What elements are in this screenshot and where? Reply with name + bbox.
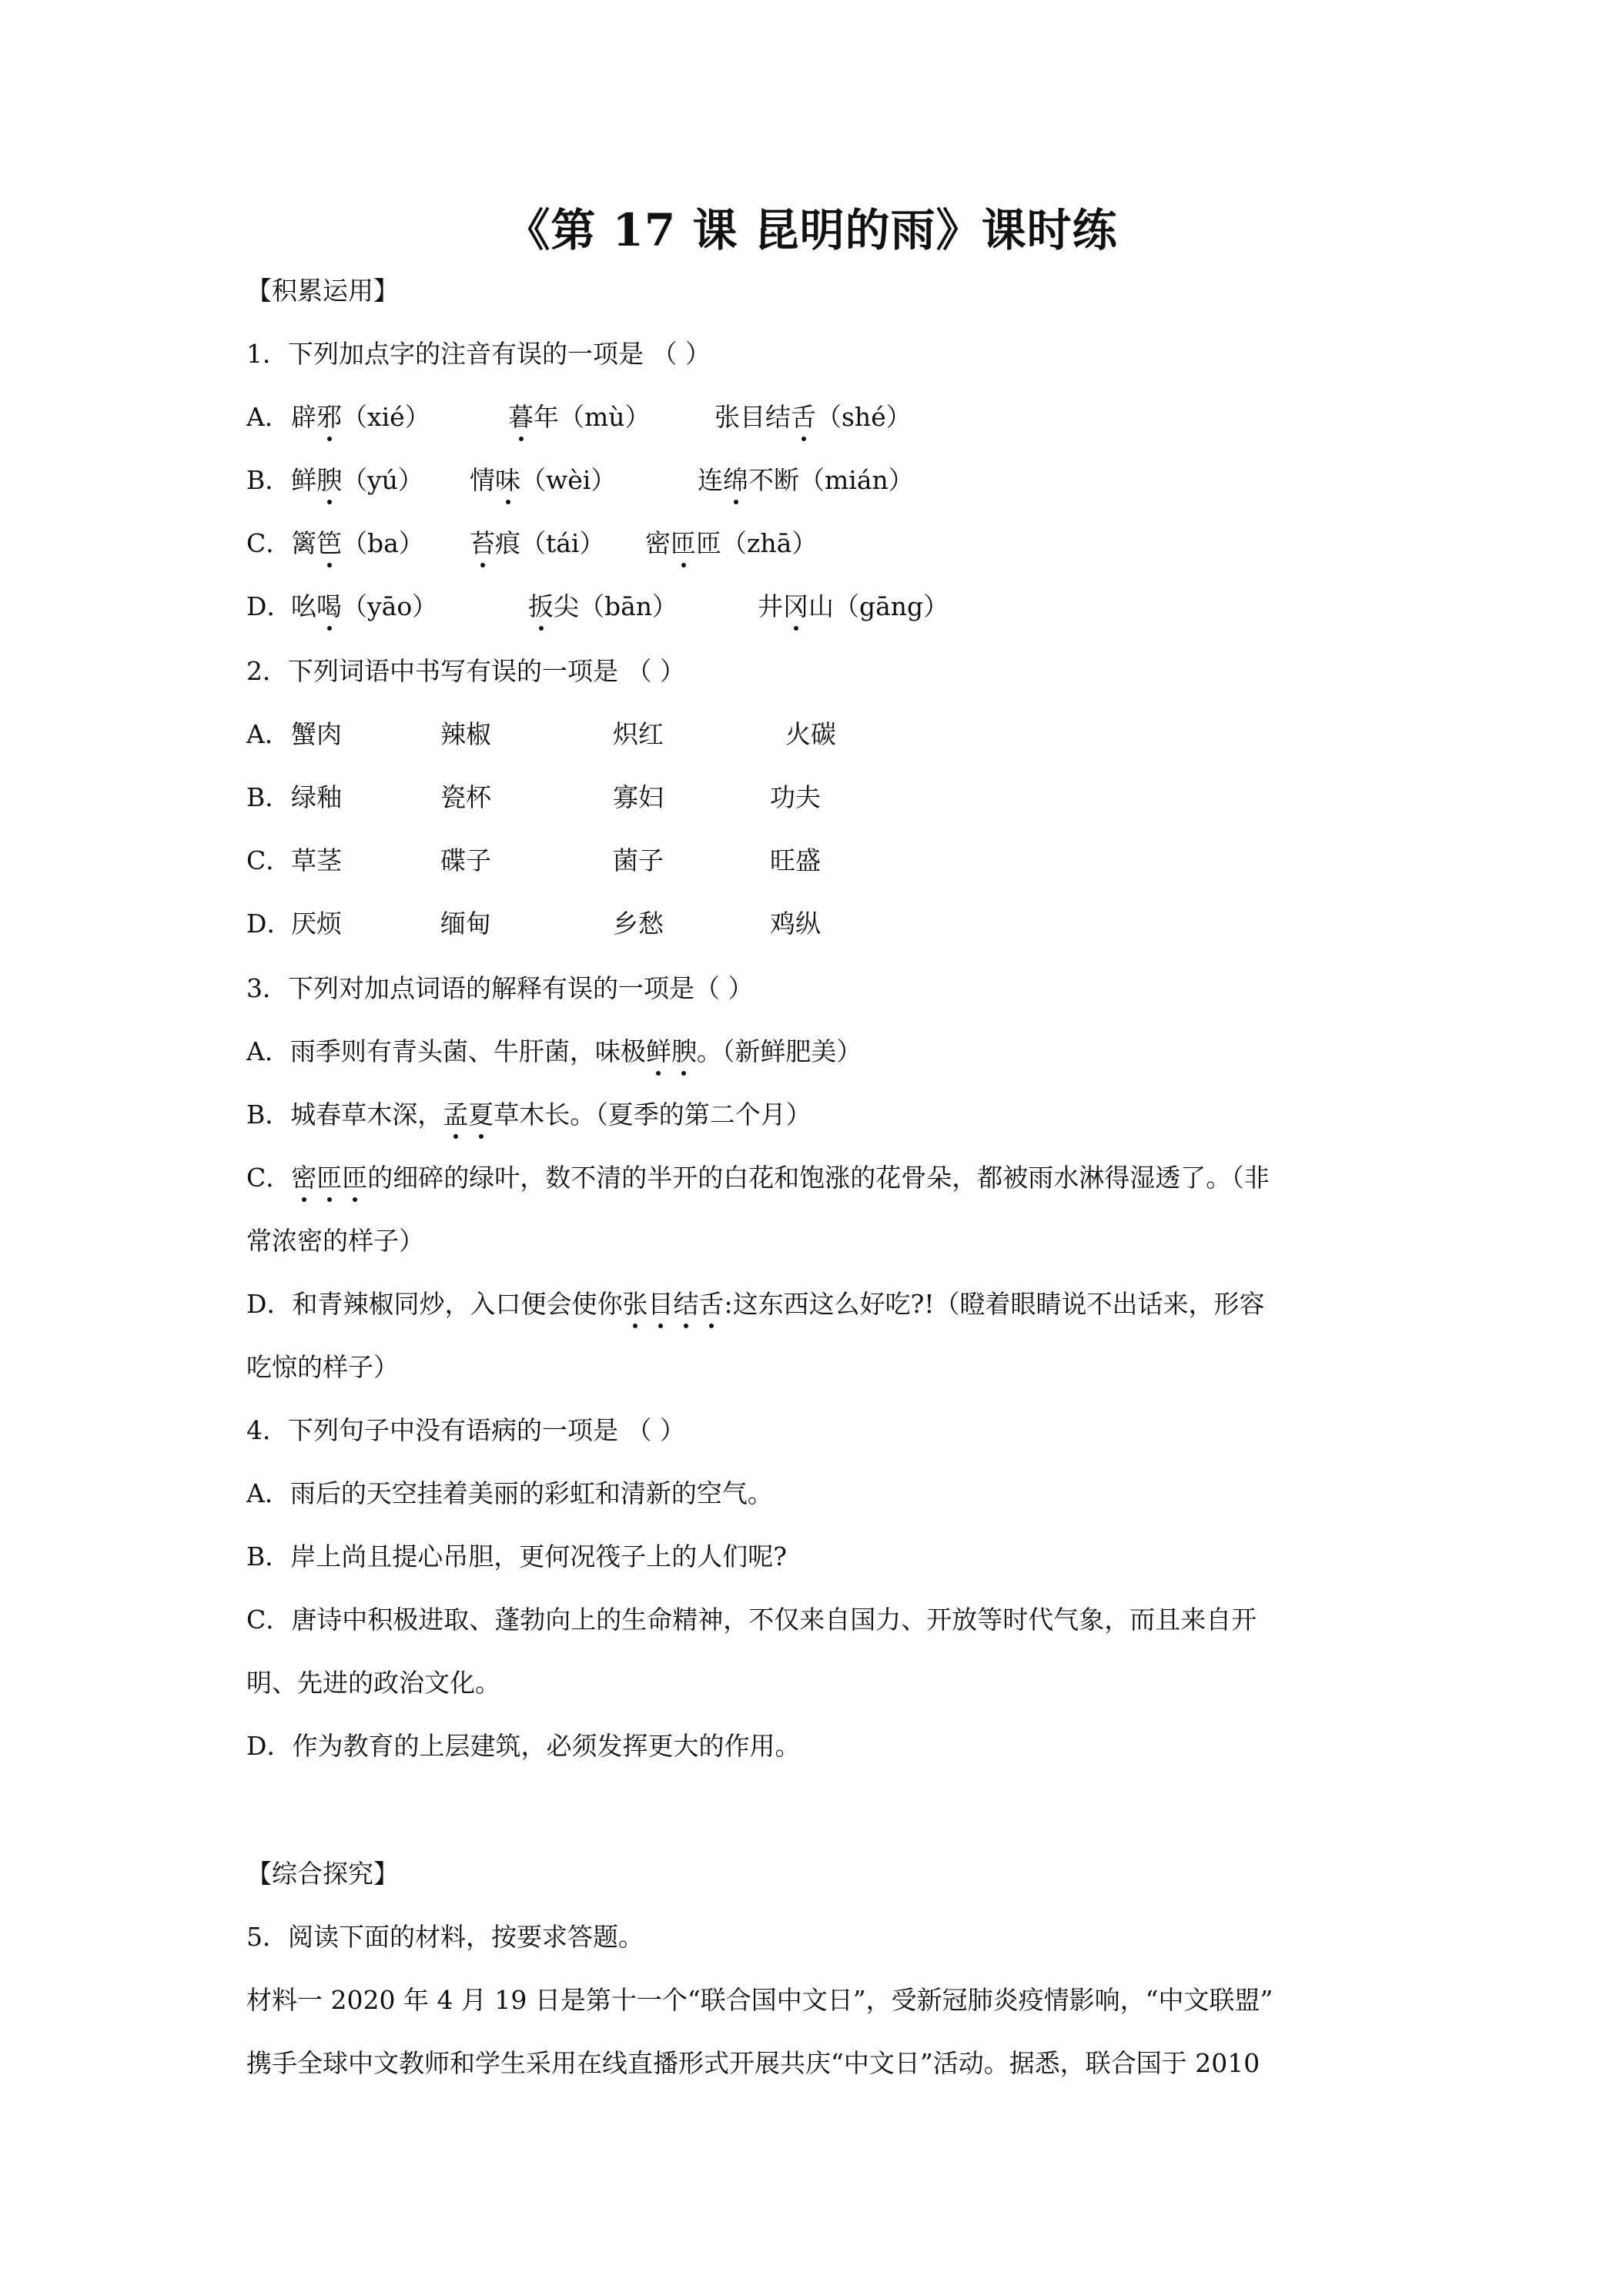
option-text: 不断（mián） [748,465,914,495]
option-word: 鸡纵 [770,909,821,939]
option-word: 火碳 [785,719,836,749]
option-text: A．雨季则有青头菌、牛肝菌，味极 [246,1036,646,1066]
dotted-character: 苔 [470,527,495,561]
option-text: （yāo） [342,591,438,621]
option-text: 连 [698,465,723,495]
dotted-character: 扳 [528,590,554,624]
dotted-character: 舌 [791,400,816,434]
option-text: :这东西这么好吃?!（瞪着眼睛说不出话来，形容 [724,1289,1265,1319]
dotted-character: 匝 [671,527,696,561]
option-text: 痕（tái） [495,528,605,558]
question-4-option-c: C．唐诗中积极进取、蓬勃向上的生命精神，不仅来自国力、开放等时代气象，而且来自开 [246,1605,1257,1635]
option-item [645,527,817,561]
option-word: 寡妇 [613,782,664,812]
option-word: 草茎 [291,845,342,875]
option-item [291,464,423,497]
dotted-word [291,1163,367,1193]
option-item [528,590,678,624]
option-item [714,400,912,434]
option-text: C． [246,1163,292,1193]
question-4-option-b: B．岸上尚且提心吊胆，更何况筏子上的人们呢? [246,1541,787,1571]
question-2-stem: 2．下列词语中书写有误的一项是 （ ） [246,656,685,686]
option-label: B． [246,782,291,812]
option-text: 草木长。（夏季的第二个月） [494,1099,812,1130]
dotted-character: 夏 [468,1098,494,1132]
question-4-option-d: D．作为教育的上层建筑，必须发挥更大的作用。 [246,1731,801,1761]
option-label: D． [246,591,293,621]
option-label: B． [246,465,291,495]
option-text: （xié） [342,402,430,432]
option-text: 。（新鲜肥美） [696,1036,862,1066]
page-title: 《第 17 课 昆明的雨》课时练 [505,204,1118,256]
option-text: 张目结 [714,402,791,432]
option-text: （wèi） [520,465,617,495]
dotted-character: 冈 [783,590,808,624]
option-text: 情 [470,465,495,495]
option-text: 匝（zhā） [696,528,818,558]
option-word: 辣椒 [440,719,491,749]
dotted-character: 目 [648,1287,673,1321]
question-3-stem: 3．下列对加点词语的解释有误的一项是（ ） [246,973,754,1003]
question-3-option-d [246,1287,1386,1321]
dotted-character: 绵 [723,464,748,497]
dotted-character: 味 [495,464,520,497]
option-word: 碟子 [440,845,491,875]
dotted-character: 暮 [508,400,534,434]
dotted-character: 腴 [316,464,342,497]
dotted-character: 结 [673,1287,698,1321]
question-4-option-c-cont: 明、先进的政治文化。 [246,1668,500,1698]
option-text: （shé） [816,402,912,432]
dotted-word [622,1289,724,1319]
dotted-character: 喝 [316,590,342,624]
question-3-option-a [246,1035,1386,1069]
option-item [508,400,651,434]
option-text: （ba） [342,528,424,558]
option-label: C． [246,528,292,558]
option-word: 菌子 [613,845,664,875]
question-3-option-c-cont: 常浓密的样子） [246,1226,424,1256]
option-item [698,464,914,497]
option-item [470,527,605,561]
option-text: 尖（bān） [554,591,678,621]
option-text: 井 [758,591,783,621]
dotted-character: 笆 [316,527,342,561]
option-word: 乡愁 [613,909,664,939]
option-text: 的细碎的绿叶，数不清的半开的白花和饱涨的花骨朵，都被雨水淋得湿透了。（非 [367,1163,1270,1193]
option-word: 炽红 [613,719,664,749]
dotted-character: 密 [291,1161,316,1195]
option-text: D．和青辣椒同炒，入口便会使你 [246,1289,623,1319]
option-item [291,400,430,434]
question-3-option-d-cont: 吃惊的样子） [246,1352,399,1382]
section-heading: 【积累运用】 [246,276,399,306]
option-text: 篱 [291,528,316,558]
dotted-character: 匝 [316,1161,342,1195]
section-heading: 【综合探究】 [246,1859,399,1889]
option-text: 鲜 [291,465,316,495]
option-label: D． [246,909,293,939]
option-item [758,590,949,624]
dotted-word [443,1099,494,1130]
option-item [291,590,437,624]
dotted-word [646,1036,697,1066]
question-4-option-a: A．雨后的天空挂着美丽的彩虹和清新的空气。 [246,1478,773,1508]
option-word: 旺盛 [770,845,821,875]
option-text: B．城春草木深， [246,1099,443,1130]
option-text: （yú） [342,465,423,495]
material-one-line-1: 材料一 2020 年 4 月 19 日是第十一个“联合国中文日”，受新冠肺炎疫情影响，“中文联盟” [246,1985,1273,2015]
dotted-character: 孟 [443,1098,468,1132]
option-word: 蟹肉 [291,719,342,749]
option-label: A． [246,719,290,749]
option-text: 密 [645,528,671,558]
dotted-character: 舌 [698,1287,724,1321]
option-word: 功夫 [770,782,821,812]
dotted-character: 张 [622,1287,648,1321]
option-word: 瓷杯 [440,782,491,812]
dotted-character: 腴 [671,1035,697,1069]
dotted-character: 邪 [316,400,342,434]
question-4-stem: 4．下列句子中没有语病的一项是 （ ） [246,1415,685,1445]
option-word: 厌烦 [291,909,342,939]
option-text: 吆 [291,591,316,621]
question-5-stem: 5．阅读下面的材料，按要求答题。 [246,1922,644,1952]
option-text: 山（gāng） [808,591,949,621]
option-label: A． [246,402,290,432]
material-one-line-2: 携手全球中文教师和学生采用在线直播形式开展共庆“中文日”活动。据悉，联合国于 2010 [246,2048,1260,2078]
option-word: 缅甸 [440,909,491,939]
option-item [291,527,424,561]
option-text: 辟 [291,402,316,432]
question-3-option-b [246,1098,1386,1132]
option-word: 绿釉 [291,782,342,812]
question-1-stem: 1．下列加点字的注音有误的一项是 （ ） [246,339,711,369]
question-3-option-c [246,1161,1386,1195]
option-label: C． [246,845,292,875]
option-item [470,464,616,497]
option-text: 年（mù） [534,402,651,432]
dotted-character: 鲜 [646,1035,671,1069]
dotted-character: 匝 [342,1161,367,1195]
